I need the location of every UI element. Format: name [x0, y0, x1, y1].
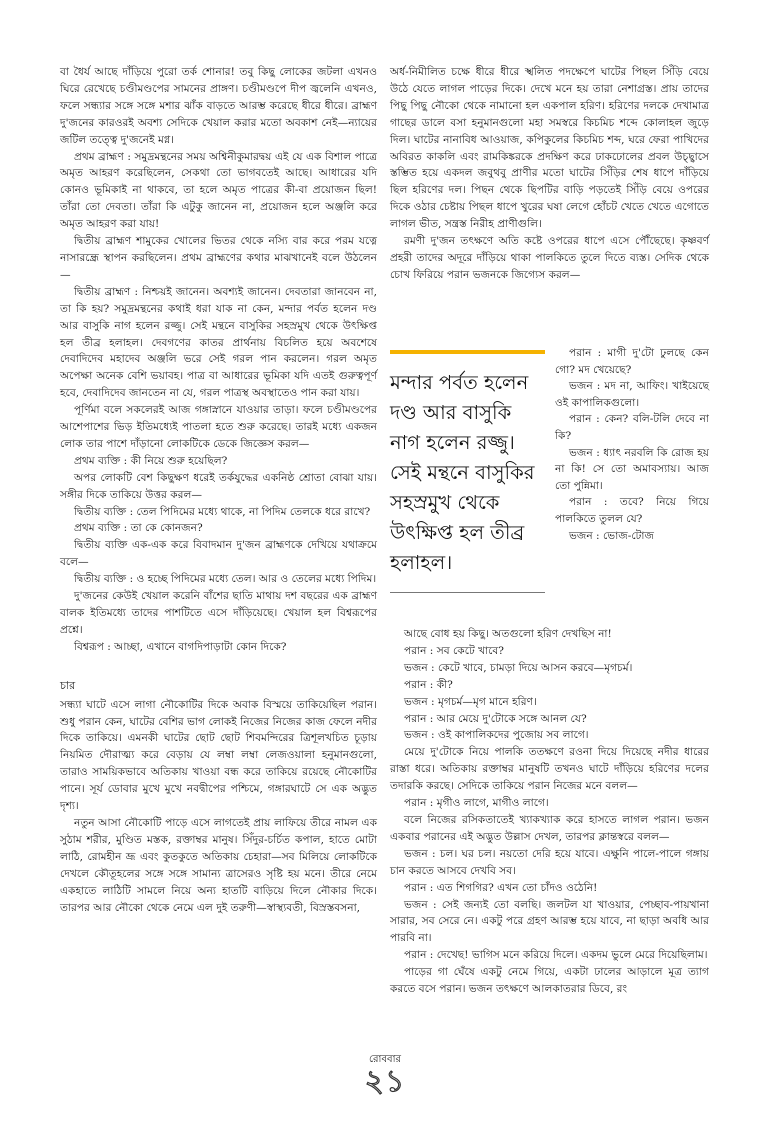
dialogue-line: ভজন : ধ্যাৎ নরবলি কি রোজ হয় না কি! সে তো অমাবস্যায়। আজ তো পুন্নিমা।	[555, 446, 709, 492]
paragraph: নতুন আসা নৌকোটি পাড়ে এসে লাগতেই প্রায় লাফিয়ে তীরে নামল এক সুঠাম শরীর, মুণ্ডিত মস্তক, রক্তাম্বর মানুষ। সিঁদুর-চর্চিত কপাল, হাতে মোটা লাঠি, রোমহীন ভ্রূ এবং কুতকুতে অতিকায় চেহারা—সব মিলিয়ে লোকটিকে দেখলে কৌতূহলের সঙ্গে সঙ্গে সামান্য ত্রাসেরও সৃষ্টি হয় মনে। তীরে নেমে একহাতে লাঠিটি সামলে নিয়ে অন্য হাতটি বাড়িয়ে দিলে নৌকার দিকে। তারপর আর নৌকো থেকে নেমে এল দুই তরুণী—স্বাস্থ্যবতী, বিস্রস্তবসনা,	[60, 816, 377, 914]
paragraph: দ্বিতীয় ব্রাহ্মণ শামুকের খোলের ভিতর থেকে নস্যি বার করে পরম যত্নে নাসারন্ধ্রে স্থাপন করছিলেন। প্রথম ব্রাহ্মণের কথার মাঝখানেই বলে উঠলেন—	[60, 235, 377, 281]
right-column-lower	[390, 626, 709, 998]
right-column-top	[390, 64, 709, 284]
paragraph: দ্বিতীয় ব্যক্তি : ও হচ্ছে পিদিমের মধ্যে তেল। আর ও তেলের মধ্যে পিদিম।	[74, 573, 377, 586]
dialogue-line: ভজন : ওই কাপালিকদের পুজোয় সব লাগে।	[404, 729, 589, 742]
paragraph: প্রথম ব্রাহ্মণ : সমুদ্রমন্থনের সময় অশ্বিনীকুমারদ্বয় এই যে এক বিশাল পাত্রে অমৃত আহরণ করেছিলেন, সেকথা তো ভাগবতেই আছে। আধারের যদি কোনও ভূমিকাই না থাকবে, তা হলে অমৃত পাত্রের কী-বা প্রয়োজন ছিল! তাঁরা তো দেবতা। তাঁরা কি এটুকু জানেন না, প্রয়োজন হলে অঞ্জলি করে অমৃত আহরণ করা যায়!	[60, 150, 377, 231]
paragraph: আছে বোধ হয় কিছু। অতগুলো হরিণ দেখছিস না!	[404, 628, 612, 640]
pull-quote-accent-bar	[390, 350, 545, 354]
dialogue-line: পরান : মাগী দু'টো ঢুলছে কেন গো? মদ খেয়েছে?	[555, 347, 709, 376]
dialogue-line: ভজন : সেই জন্যই তো বলছি। জলটল যা খাওয়ার, পেচ্ছাব-পায়খানা সারার, সব সেরে নে। একটু পরে গ্রহণ আরম্ভ হয়ে যাবে, না ছাড়া অবধি আর পারবি না।	[390, 898, 709, 945]
dialogue-line: পরান : সব কেটে খাবে?	[404, 644, 504, 657]
dialogue-line: ভজন : চল। ঘর চল। নয়তো দেরি হয়ে যাবে। এক্ষুনি পালে-পালে গঙ্গায় চান করতে আসবে দেখবি সব।	[390, 847, 709, 877]
magazine-name: রোববার	[369, 1054, 401, 1065]
page-number: ২১	[364, 1064, 406, 1099]
dialogue-line: পরান : দেখেছ! ভাগিস মনে করিয়ে দিলে। একদম ভুলে মেরে দিয়েছিলাম।	[404, 949, 708, 962]
paragraph: দ্বিতীয় ব্রাহ্মণ : নিশ্চয়ই জানেন। অবশ্যই জানেন। দেবতারা জানবেন না, তা কি হয়? সমুদ্রমন্থনের কথাই ধরা যাক না কেন, মন্দার পর্বত হলেন দণ্ড আর বাসুকি নাগ হলেন রজ্জু। সেই মন্থনে বাসুকির সহস্রমুখ থেকে উৎক্ষিপ্ত হল তীব্র হলাহল। দেবগণের কাতর প্রার্থনায় বিচলিত হয়ে অবশেষে দেবাদিদেব মহাদেব অঞ্জলি ভরে সেই গরল পান করলেন। গরল অমৃত অপেক্ষা অনেক বেশি ভয়াবহ। পাত্র বা আধারের ভূমিকা যদি এতই গুরুত্বপূর্ণ হবে, দেবাদিদেব জানতেন না যে, গরল পাত্রস্থ অবস্থাতেও পান করা যায়।	[60, 285, 377, 400]
paragraph: দ্বিতীয় ব্যক্তি : তেল পিদিমের মধ্যে থাকে, না পিদিম তেলকে ধরে রাখে?	[74, 505, 371, 518]
paragraph: দু'জনের কেউই খেয়াল করেনি বাঁশের ছাতি মাথায় দশ বছরের এক ব্রাহ্মণ বালক ইতিমধ্যে তাদের পাশটিতে এসে দাঁড়িয়েছে। খেয়াল হল বিশ্বরূপের প্রশ্নে।	[60, 590, 377, 636]
dialogue-line: পরান : মৃগীও লাগে, মাগীও লাগে।	[404, 797, 549, 810]
pull-quote: মন্দার পর্বত হলেন দণ্ড আর বাসুকি নাগ হলেন রজ্জু। সেই মন্থনে বাসুকির সহস্রমুখ থেকে উৎক্ষিপ্ত হল তীব্র হলাহল।	[390, 371, 535, 574]
dialogue-line: পরান : তবে? নিয়ে গিয়ে পালকিতে তুলল যে?	[555, 496, 709, 525]
pull-quote-box	[390, 350, 545, 593]
dialogue-line: পরান : আর মেয়ে দু'টোকে সঙ্গে আনল যে?	[404, 712, 587, 725]
section-heading: চার	[60, 678, 76, 692]
paragraph: পাড়ের গা ঘেঁষে একটু নেমে গিয়ে, একটা ঢালের আড়ালে মূত্র ত্যাগ করতে বসে পরান। ভজন তৎক্ষণে আলকাতরার ডিবে, রং	[390, 966, 709, 996]
dialogue-line: ভজন : মৃগচর্ম—মৃগ মানে হরিণ।	[404, 695, 537, 708]
dialogue-line: ভজন : ভোজ-টোজ	[569, 529, 654, 542]
paragraph: সন্ধ্যা ঘাটে এসে লাগা নৌকোটির দিকে অবাক বিস্ময়ে তাকিয়েছিল পরান। শুধু পরান কেন, ঘাটের বেশির ভাগ লোকই নিজের নিজের কাজ ফেলে নদীর দিকে তাকিয়ে। এমনকী ঘাটের ছোট ছোট শিবমন্দিরের ত্রিশূলখচিত চূড়ায় নিয়মিত দৌরাত্ম্য করে বেড়ায় যে লম্বা লম্বা লেজওয়ালা হনুমানগুলো, তারাও সাময়িকভাবে অতিকায় খাওয়া বন্ধ করে তাকিয়ে রয়েছে নৌকোটির পানে। সূর্য ডোবার মুখে মুখে নবদ্বীপের পশ্চিমে, গঙ্গারঘাটে সে এক অদ্ভুত দৃশ্য।	[60, 698, 377, 813]
paragraph: বা ধৈর্য আছে দাঁড়িয়ে পুরো তর্ক শোনার! তবু কিছু লোকের জটলা এখনও ঘিরে রেখেছে চণ্ডীমণ্ডপের সামনের প্রাঙ্গণ। চণ্ডীমণ্ডপে দীপ জ্বলেনি এখনও, ফলে সন্ধ্যার সঙ্গে সঙ্গে মশার ঝাঁক বাড়তে আরম্ভ করেছে ধীরে ধীরে। ব্রাহ্মণ দু'জনের কারওরই অবশ্য সেদিকে খেয়াল করার মতো অবকাশ নেই—ন্যায়ের জটিল তত্ত্বে দু'জনেই মগ্ন।	[60, 66, 377, 146]
paragraph: অপর লোকটি বেশ কিছুক্ষণ ধরেই তর্কযুদ্ধের একনিষ্ঠ শ্রোতা বোঝা যায়। সঙ্গীর দিকে তাকিয়ে উত্তর করল—	[60, 471, 377, 501]
dialogue-line: ভজন : কেটে খাবে, চামড়া দিয়ে আসন করবে—মৃগচর্ম।	[404, 661, 633, 674]
paragraph: পূর্ণিমা বলে সকলেরই আজ গঙ্গাস্নানে যাওয়ার তাড়া। ফলে চণ্ডীমণ্ডপের আশেপাশের ভিড় ইতিমধ্যেই পাতলা হতে শুরু করেছে। তারই মধ্যে একজন লোক তার পাশে দাঁড়ানো লোকটিকে ডেকে জিজ্ঞেস করল—	[60, 404, 377, 450]
dialogue-line: ভজন : মদ না, আফিং। খাইয়েছে ওই কাপালিকগুলো।	[555, 380, 709, 409]
paragraph: দ্বিতীয় ব্যক্তি এক-এক করে বিবাদমান দু'জন ব্রাহ্মণকে দেখিয়ে যথাক্রমে বলে—	[60, 539, 377, 569]
paragraph: মেয়ে দু'টোকে নিয়ে পালকি ততক্ষণে রওনা দিয়ে দিয়েছে নদীর ধারের রাস্তা ধরে। অতিকায় রক্তাম্বর মানুষটি তখনও ঘাটে দাঁড়িয়ে হরিণের দলের তদারকি করছে। সেদিকে তাকিয়ে পরান নিজের মনে বলল—	[390, 746, 709, 793]
paragraph: অর্ধ-নিমীলিত চক্ষে ধীরে ধীরে স্খলিত পদক্ষেপে ঘাটের পিছল সিঁড়ি বেয়ে উঠে যেতে লাগল পাড়ের দিকে। দেখে মনে হয় তারা নেশাগ্রস্ত। প্রায় তাদের পিছু পিছু নৌকো থেকে নামানো হল একপাল হরিণ। হরিণের দলকে দেখামাত্র গাছের ডালে বসা হনুমানগুলো মহা সমস্বরে কিচমিচ শব্দে কোলাহল জুড়ে দিল। ঘাটের নানাবিধ আওয়াজ, কপিকুলের কিচমিচ শব্দ, ঘরে ফেরা পাখিদের অবিরত কাকলি এবং রামকিঙ্করকে প্রদক্ষিণ করে ঢাকঢোলের প্রবল উচ্ছ্বাসে স্তম্ভিত হয়ে একদল জবুথবু প্রাণীর মতো ঘাটের সিঁড়ির শেষ ধাপে দাঁড়িয়ে ছিল হরিণের দল। পিছন থেকে ছিপটির বাড়ি পড়তেই সিঁড়ি বেয়ে ওপরের দিকে ওঠার চেষ্টায় পিছল ধাপে খুরের ঘষা লেগে হোঁচট খেতে খেতে এগোতে লাগল ভীত, সন্ত্রস্ত নিরীহ প্রাণীগুলি।	[390, 66, 709, 231]
paragraph: বিশ্বরূপ : আচ্ছা, এখানে বাগদিপাড়াটা কোন দিকে?	[74, 640, 287, 653]
pull-quote-rule	[390, 592, 545, 593]
paragraph: রমণী দু'জন তৎক্ষণে অতি কষ্টে ওপরের ধাপে এসে পৌঁছেছে। কৃষ্ণবর্ণ প্রহরী তাদের অদূরে দাঁড়িয়ে থাকা পালকিতে তুলে দিতে ব্যস্ত। সেদিক থেকে চোখ ফিরিয়ে পরান ভজনকে জিগ্যেস করল—	[390, 235, 709, 281]
paragraph: প্রথম ব্যক্তি : কী নিয়ে শুরু হয়েছিল?	[74, 454, 228, 467]
dialogue-line: পরান : কী?	[404, 678, 453, 691]
dialogue-line: পরান : কেন? বলি-টলি দেবে না কি?	[555, 413, 709, 442]
right-narrow-column	[555, 345, 709, 544]
dialogue-line: পরান : এত শিগগির? এখন তো চাঁদও ওঠেনি!	[404, 881, 598, 894]
paragraph: প্রথম ব্যক্তি : তা কে কোনজন?	[74, 522, 203, 535]
left-column	[60, 64, 377, 916]
paragraph: বলে নিজের রসিকতাতেই খ্যাকখ্যাক করে হাসতে লাগল পরান। ভজন একবার পরানের এই অদ্ভুত উল্লাস দেখল, তারপর ক্লান্তস্বরে বলল—	[390, 813, 709, 843]
